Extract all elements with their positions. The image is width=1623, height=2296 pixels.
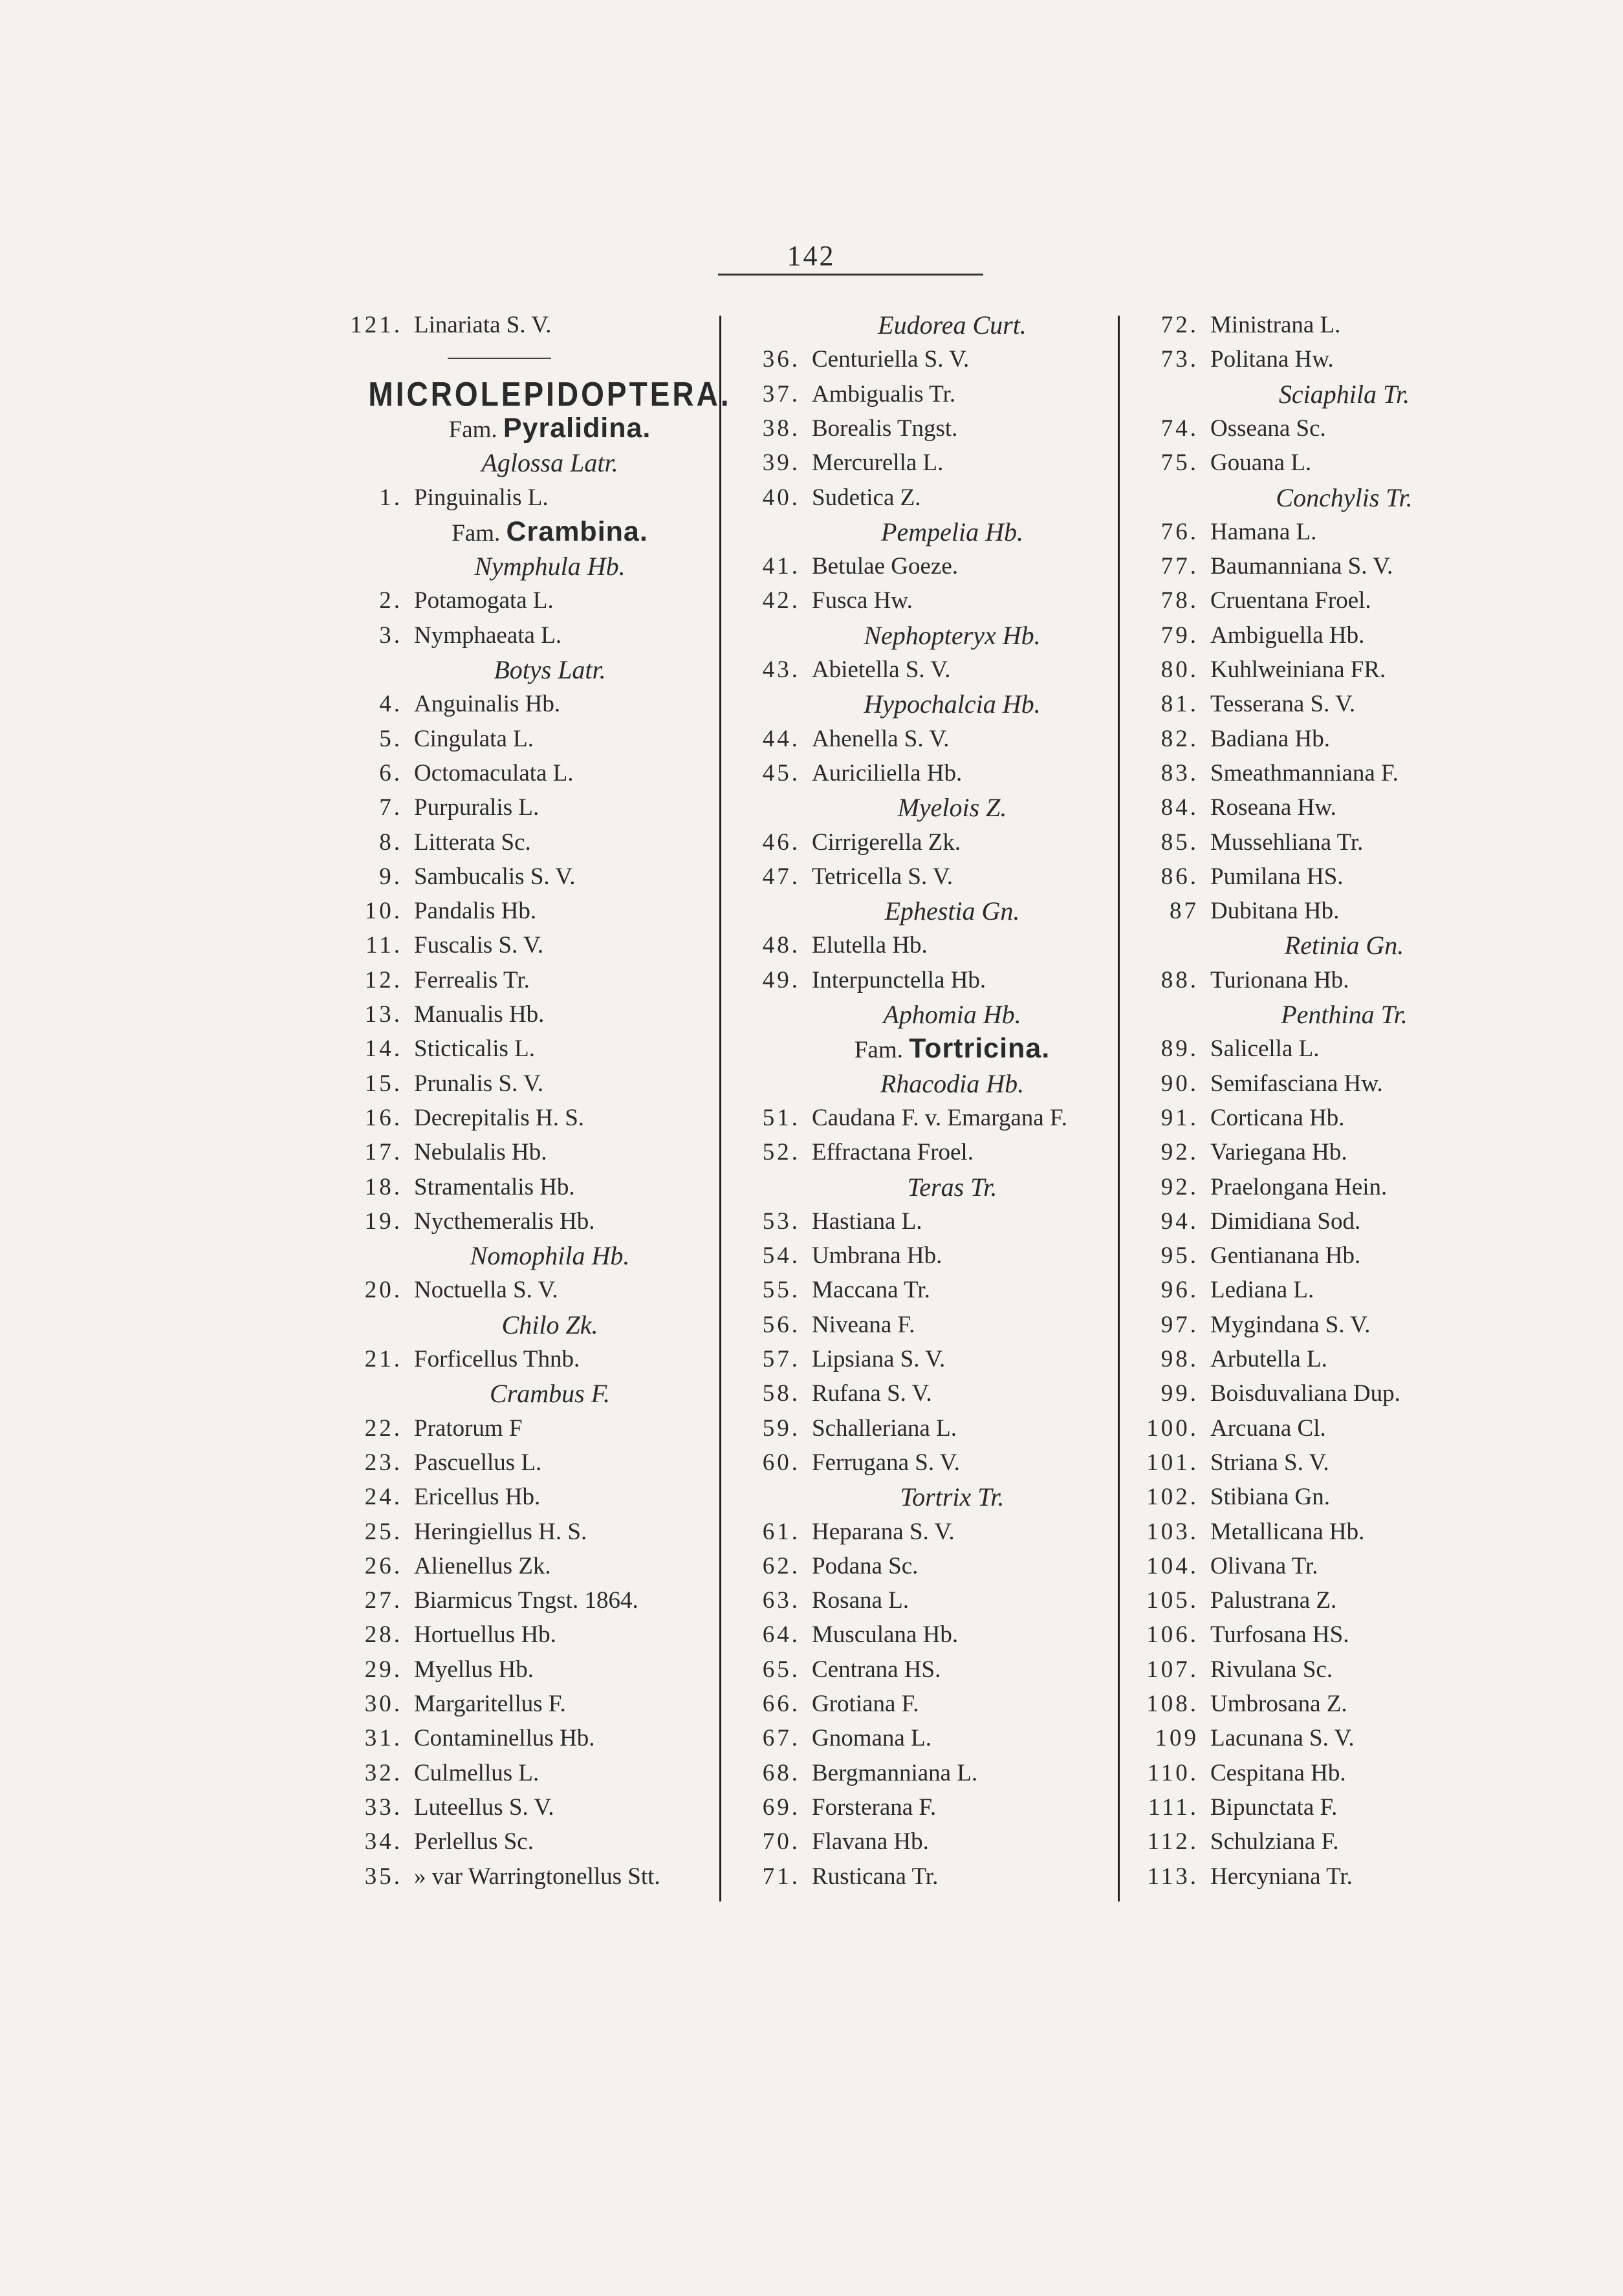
- section-title-text: MICROLEPIDOPTERA.: [368, 374, 732, 413]
- family-name: Crambina.: [506, 515, 648, 547]
- genus-name: Pempelia Hb.: [881, 517, 1023, 547]
- species-name: Heparana S. V.: [812, 1518, 955, 1545]
- species-name: Schulziana F.: [1210, 1828, 1339, 1856]
- entry-number: 95.: [1160, 1242, 1199, 1270]
- species-name: Fusca Hw.: [812, 587, 913, 614]
- species-name: Nebulalis Hb.: [414, 1139, 547, 1166]
- entry-number: 30.: [364, 1691, 402, 1717]
- species-name: Biarmicus Tngst. 1864.: [414, 1587, 638, 1614]
- species-name: Grotiana F.: [812, 1691, 919, 1717]
- species-name: Semifasciana Hw.: [1210, 1070, 1383, 1097]
- species-name: Abietella S. V.: [812, 656, 951, 683]
- species-name: Lipsiana S. V.: [812, 1346, 946, 1372]
- entry-number: 52.: [762, 1139, 800, 1166]
- species-name: Ambigualis Tr.: [812, 380, 956, 407]
- species-name: Arbutella L.: [1210, 1346, 1327, 1372]
- species-name: Gouana L.: [1210, 449, 1312, 477]
- entry-number: 61.: [762, 1518, 800, 1545]
- species-name: Hastiana L.: [812, 1208, 922, 1235]
- species-name: Striana S. V.: [1210, 1449, 1329, 1476]
- entry-number: 16.: [364, 1104, 402, 1131]
- entry-number: 78.: [1160, 587, 1199, 614]
- entry-number: 19.: [364, 1208, 402, 1235]
- entry-number: 106.: [1146, 1621, 1199, 1649]
- column-divider-1: [719, 316, 721, 1901]
- entry-number: 46.: [762, 829, 800, 856]
- entry-number: 75.: [1160, 449, 1199, 477]
- species-name: Nymphaeata L.: [414, 622, 562, 649]
- entry-number: 90.: [1160, 1070, 1199, 1097]
- entry-number: 7.: [379, 794, 402, 821]
- entry-number: 74.: [1160, 415, 1199, 442]
- species-name: Octomaculata L.: [414, 759, 574, 786]
- entry-number: 92.: [1160, 1173, 1199, 1200]
- species-name: Gentianana Hb.: [1210, 1242, 1361, 1270]
- entry-number: 59.: [762, 1414, 800, 1442]
- entry-number: 22.: [364, 1414, 402, 1442]
- species-name: Potamogata L.: [414, 587, 554, 614]
- entry-number: 60.: [762, 1449, 800, 1476]
- entry-number: 113.: [1147, 1863, 1199, 1890]
- entry-number: 105.: [1146, 1587, 1199, 1614]
- species-name: Schalleriana L.: [812, 1414, 957, 1442]
- entry-number: 56.: [762, 1311, 800, 1338]
- species-name: Podana Sc.: [812, 1552, 919, 1579]
- entry-number: 112.: [1147, 1828, 1199, 1856]
- entry-number: 98.: [1160, 1346, 1199, 1372]
- species-name: Mercurella L.: [812, 449, 944, 477]
- family-prefix: Fam.: [452, 519, 501, 547]
- entry-number: 13.: [364, 1001, 402, 1028]
- species-name: Badiana Hb.: [1210, 725, 1330, 752]
- species-name: Nycthemeralis Hb.: [414, 1208, 595, 1235]
- species-name: Smeathmanniana F.: [1210, 759, 1399, 786]
- species-name: Salicella L.: [1210, 1035, 1320, 1063]
- genus-name: Conchylis Tr.: [1276, 482, 1413, 512]
- species-name: Prunalis S. V.: [414, 1070, 544, 1097]
- entry-number: 63.: [762, 1587, 800, 1614]
- species-name: Pratorum F: [414, 1414, 523, 1442]
- family-name: Pyralidina.: [503, 412, 651, 444]
- species-name: Manualis Hb.: [414, 1001, 545, 1028]
- species-name: Mussehliana Tr.: [1210, 829, 1364, 856]
- genus-name: Tortrix Tr.: [900, 1482, 1005, 1512]
- entry-number: 41.: [762, 553, 800, 580]
- page-number: 142: [787, 240, 836, 272]
- entry-number: 86.: [1160, 863, 1199, 890]
- species-name: Heringiellus H. S.: [414, 1518, 587, 1545]
- genus-name: Teras Tr.: [907, 1172, 997, 1202]
- entry-number: 45.: [762, 759, 800, 786]
- entry-number: 55.: [762, 1277, 800, 1304]
- entry-number: 87: [1170, 898, 1199, 925]
- entry-number: 12.: [364, 966, 402, 993]
- entry-number: 42.: [762, 587, 800, 614]
- species-name: Forsterana F.: [812, 1793, 937, 1821]
- species-name: Rivulana Sc.: [1210, 1656, 1333, 1683]
- species-name: Mygindana S. V.: [1210, 1311, 1371, 1338]
- entry-number: 111.: [1148, 1793, 1199, 1821]
- species-name: Hortuellus Hb.: [414, 1621, 556, 1649]
- entry-number: 64.: [762, 1621, 800, 1649]
- species-name: Roseana Hw.: [1210, 794, 1336, 821]
- species-name: Litterata Sc.: [414, 829, 531, 856]
- entry-number: 108.: [1146, 1691, 1199, 1717]
- species-name: Sambucalis S. V.: [414, 863, 576, 890]
- entry-number: 17.: [364, 1139, 402, 1166]
- genus-name: Eudorea Curt.: [878, 310, 1027, 340]
- species-name: Ferrealis Tr.: [414, 966, 530, 993]
- entry-number: 70.: [762, 1828, 800, 1856]
- species-name: Umbrana Hb.: [812, 1242, 942, 1270]
- species-name: Myellus Hb.: [414, 1656, 534, 1683]
- species-name: » var Warringtonellus Stt.: [414, 1863, 660, 1890]
- species-name: Centuriella S. V.: [812, 346, 970, 373]
- entry-number: 85.: [1160, 829, 1199, 856]
- entry-number: 77.: [1160, 553, 1199, 580]
- species-name: Pinguinalis L.: [414, 484, 549, 511]
- entry-number: 84.: [1160, 794, 1199, 821]
- species-name: Corticana Hb.: [1210, 1104, 1345, 1131]
- entry-number: 89.: [1160, 1035, 1199, 1063]
- entry-number: 102.: [1146, 1484, 1199, 1511]
- entry-number: 82.: [1160, 725, 1199, 752]
- genus-name: Ephestia Gn.: [884, 896, 1020, 926]
- species-name: Margaritellus F.: [414, 1691, 566, 1717]
- species-name: Cingulata L.: [414, 725, 534, 752]
- entry-number: 48.: [762, 932, 800, 959]
- entry-number: 69.: [762, 1793, 800, 1821]
- species-name: Hamana L.: [1210, 518, 1317, 545]
- entry-number: 9.: [379, 863, 402, 890]
- species-name: Palustrana Z.: [1210, 1587, 1337, 1614]
- entry-number: 97.: [1160, 1311, 1199, 1338]
- header-rule: [718, 274, 983, 276]
- family-prefix: Fam.: [854, 1037, 903, 1064]
- genus-name: Rhacodia Hb.: [880, 1068, 1025, 1098]
- entry-number: 94.: [1160, 1208, 1199, 1235]
- entry-number: 20.: [364, 1277, 402, 1304]
- entry-number: 18.: [364, 1173, 402, 1200]
- entry-number: 83.: [1160, 759, 1199, 786]
- entry-number: 21.: [364, 1346, 402, 1372]
- entry-number: 33.: [364, 1793, 402, 1821]
- species-name: Caudana F. v. Emargana F.: [812, 1104, 1067, 1131]
- species-name: Rufana S. V.: [812, 1380, 932, 1407]
- species-name: Variegana Hb.: [1210, 1139, 1347, 1166]
- entry-number: 40.: [762, 484, 800, 511]
- entry-number: 101.: [1146, 1449, 1199, 1476]
- entry-number: 88.: [1160, 966, 1199, 993]
- entry-number: 73.: [1160, 346, 1199, 373]
- species-name: Cespitana Hb.: [1210, 1759, 1346, 1786]
- species-name: Kuhlweiniana FR.: [1210, 656, 1386, 683]
- species-name: Maccana Tr.: [812, 1277, 930, 1304]
- species-name: Ericellus Hb.: [414, 1484, 541, 1511]
- entry-number: 79.: [1160, 622, 1199, 649]
- entry-number: 29.: [364, 1656, 402, 1683]
- species-name: Ministrana L.: [1210, 312, 1341, 338]
- species-name: Luteellus S. V.: [414, 1793, 554, 1821]
- entry-number: 72.: [1160, 312, 1199, 338]
- species-name: Effractana Froel.: [812, 1139, 974, 1166]
- species-name: Fuscalis S. V.: [414, 932, 544, 959]
- species-name: Metallicana Hb.: [1210, 1518, 1365, 1545]
- species-name: Pascuellus L.: [414, 1449, 542, 1476]
- species-name: Pandalis Hb.: [414, 898, 537, 925]
- species-name: Boisduvaliana Dup.: [1210, 1380, 1400, 1407]
- species-name: Musculana Hb.: [812, 1621, 959, 1649]
- species-name: Rusticana Tr.: [812, 1863, 939, 1890]
- entry-number: 35.: [364, 1863, 402, 1890]
- entry-number: 43.: [762, 656, 800, 683]
- species-name: Betulae Goeze.: [812, 553, 958, 580]
- entry-number: 11.: [365, 932, 402, 959]
- entry-number: 58.: [762, 1380, 800, 1407]
- species-name: Anguinalis Hb.: [414, 691, 561, 718]
- entry-number: 26.: [364, 1552, 402, 1579]
- entry-number: 10.: [364, 898, 402, 925]
- entry-number: 109: [1155, 1725, 1199, 1752]
- entry-number: 39.: [762, 449, 800, 477]
- species-name: Turionana Hb.: [1210, 966, 1349, 993]
- genus-name: Nephopteryx Hb.: [864, 620, 1041, 650]
- entry-number: 23.: [364, 1449, 402, 1476]
- entry-number: 100.: [1146, 1414, 1199, 1442]
- genus-name: Botys Latr.: [494, 655, 606, 684]
- species-name: Perlellus Sc.: [414, 1828, 534, 1856]
- species-name: Dubitana Hb.: [1210, 898, 1340, 925]
- species-name: Centrana HS.: [812, 1656, 941, 1683]
- entry-number: 1.: [379, 484, 402, 511]
- column-divider-2: [1118, 316, 1120, 1901]
- entry-number: 6.: [379, 759, 402, 786]
- entry-number: 47.: [762, 863, 800, 890]
- entry-number: 57.: [762, 1346, 800, 1372]
- entry-number: 62.: [762, 1552, 800, 1579]
- species-name: Borealis Tngst.: [812, 415, 958, 442]
- entry-number: 2.: [379, 587, 402, 614]
- species-name: Ambiguella Hb.: [1210, 622, 1365, 649]
- entry-number: 107.: [1146, 1656, 1199, 1683]
- genus-name: Penthina Tr.: [1281, 1000, 1408, 1029]
- entry-number: 91.: [1160, 1104, 1199, 1131]
- species-name: Auriciliella Hb.: [812, 759, 963, 786]
- entry-number: 44.: [762, 725, 800, 752]
- entry-number: 8.: [379, 829, 402, 856]
- species-name: Bergmanniana L.: [812, 1759, 978, 1786]
- species-name: Lacunana S. V.: [1210, 1725, 1355, 1752]
- species-name: Olivana Tr.: [1210, 1552, 1318, 1579]
- entry-number: 14.: [364, 1035, 402, 1063]
- entry-number: 80.: [1160, 656, 1199, 683]
- species-name: Dimidiana Sod.: [1210, 1208, 1361, 1235]
- species-name: Politana Hw.: [1210, 346, 1334, 373]
- species-name: Tesserana S. V.: [1210, 691, 1356, 718]
- species-name: Contaminellus Hb.: [414, 1725, 595, 1752]
- species-name: Lediana L.: [1210, 1277, 1314, 1304]
- species-name: Flavana Hb.: [812, 1828, 929, 1856]
- entry-number: 96.: [1160, 1277, 1199, 1304]
- entry-number: 37.: [762, 380, 800, 407]
- entry-number: 32.: [364, 1759, 402, 1786]
- entry-number: 66.: [762, 1691, 800, 1717]
- entry-number: 36.: [762, 346, 800, 373]
- entry-number: 121.: [350, 312, 402, 338]
- entry-number: 31.: [364, 1725, 402, 1752]
- entry-number: 24.: [364, 1484, 402, 1511]
- species-name: Osseana Sc.: [1210, 415, 1326, 442]
- species-name: Niveana F.: [812, 1311, 915, 1338]
- species-name: Tetricella S. V.: [812, 863, 953, 890]
- entry-number: 67.: [762, 1725, 800, 1752]
- entry-number: 76.: [1160, 518, 1199, 545]
- family-name: Tortricina.: [909, 1033, 1051, 1065]
- genus-name: Nomophila Hb.: [470, 1241, 630, 1271]
- entry-number: 38.: [762, 415, 800, 442]
- species-name: Elutella Hb.: [812, 932, 928, 959]
- entry-number: 99.: [1160, 1380, 1199, 1407]
- entry-number: 34.: [364, 1828, 402, 1856]
- species-name: Stramentalis Hb.: [414, 1173, 575, 1200]
- species-name: Gnomana L.: [812, 1725, 931, 1752]
- entry-number: 27.: [364, 1587, 402, 1614]
- genus-name: Retinia Gn.: [1284, 931, 1404, 960]
- species-name: Purpuralis L.: [414, 794, 539, 821]
- entry-number: 54.: [762, 1242, 800, 1270]
- species-name: Pumilana HS.: [1210, 863, 1344, 890]
- genus-name: Chilo Zk.: [501, 1310, 598, 1339]
- entry-number: 28.: [364, 1621, 402, 1649]
- entry-number: 92.: [1160, 1139, 1199, 1166]
- species-name: Sudetica Z.: [812, 484, 921, 511]
- genus-name: Hypochalcia Hb.: [864, 689, 1041, 719]
- species-name: Decrepitalis H. S.: [414, 1104, 585, 1131]
- genus-name: Aphomia Hb.: [883, 1000, 1021, 1029]
- genus-name: Crambus F.: [490, 1379, 610, 1409]
- species-name: Interpunctella Hb.: [812, 966, 986, 993]
- species-name: Stibiana Gn.: [1210, 1484, 1330, 1511]
- entry-number: 25.: [364, 1518, 402, 1545]
- species-name: Cruentana Froel.: [1210, 587, 1371, 614]
- entry-number: 4.: [379, 691, 402, 718]
- entry-number: 103.: [1146, 1518, 1199, 1545]
- entry-number: 65.: [762, 1656, 800, 1683]
- entry-number: 110.: [1147, 1759, 1199, 1786]
- entry-number: 81.: [1160, 691, 1199, 718]
- species-name: Alienellus Zk.: [414, 1552, 551, 1579]
- species-name: Sticticalis L.: [414, 1035, 536, 1063]
- entry-number: 5.: [379, 725, 402, 752]
- species-name: Umbrosana Z.: [1210, 1691, 1347, 1717]
- species-name: Ferrugana S. V.: [812, 1449, 960, 1476]
- species-name: Turfosana HS.: [1210, 1621, 1349, 1649]
- entry-number: 3.: [379, 622, 402, 649]
- species-name: Linariata S. V.: [414, 312, 552, 338]
- species-name: Baumanniana S. V.: [1210, 553, 1393, 580]
- species-name: Bipunctata F.: [1210, 1793, 1338, 1821]
- divider-rule: [448, 358, 551, 359]
- species-name: Praelongana Hein.: [1210, 1173, 1388, 1200]
- family-prefix: Fam.: [448, 416, 497, 443]
- species-name: Culmellus L.: [414, 1759, 539, 1786]
- entry-number: 51.: [762, 1104, 800, 1131]
- species-name: Noctuella S. V.: [414, 1277, 558, 1304]
- species-name: Ahenella S. V.: [812, 725, 950, 752]
- species-name: Hercyniana Tr.: [1210, 1863, 1353, 1890]
- entry-number: 53.: [762, 1208, 800, 1235]
- genus-name: Sciaphila Tr.: [1278, 379, 1410, 409]
- entry-number: 104.: [1146, 1552, 1199, 1579]
- species-name: Rosana L.: [812, 1587, 910, 1614]
- genus-name: Nymphula Hb.: [474, 552, 626, 581]
- species-name: Arcuana Cl.: [1210, 1414, 1326, 1442]
- entry-number: 49.: [762, 966, 800, 993]
- entry-number: 71.: [762, 1863, 800, 1890]
- species-name: Forficellus Thnb.: [414, 1346, 580, 1372]
- entry-number: 15.: [364, 1070, 402, 1097]
- species-name: Cirrigerella Zk.: [812, 829, 961, 856]
- entry-number: 68.: [762, 1759, 800, 1786]
- genus-name: Myelois Z.: [897, 793, 1007, 823]
- genus-name: Aglossa Latr.: [481, 448, 618, 478]
